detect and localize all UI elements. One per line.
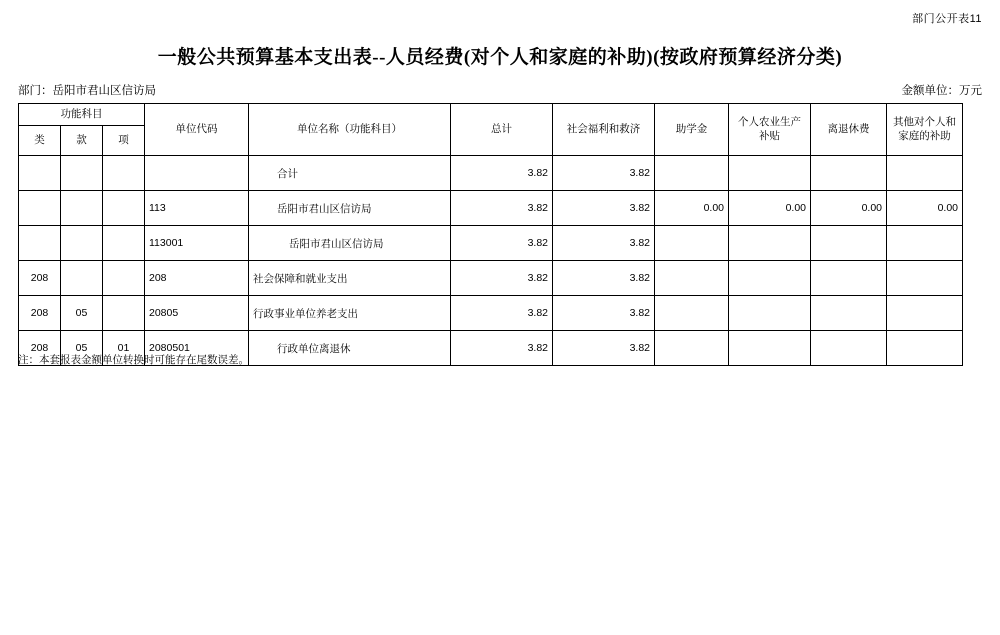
- cell-unit_code: 113: [145, 191, 249, 226]
- cell-social_welfare: 3.82: [553, 191, 655, 226]
- form-code-label: 部门公开表11: [912, 13, 982, 25]
- cell-lei: [19, 191, 61, 226]
- amount-unit-label: 金额单位：万元: [901, 85, 982, 97]
- header-xiang: 项: [103, 126, 145, 156]
- cell-grant: [655, 156, 729, 191]
- header-total: 总计: [451, 104, 553, 156]
- cell-total: 3.82: [451, 331, 553, 366]
- header-grant: 助学金: [655, 104, 729, 156]
- cell-farm_subsidy: [729, 156, 811, 191]
- header-social-welfare: 社会福利和救济: [553, 104, 655, 156]
- cell-total: 3.82: [451, 191, 553, 226]
- header-retirement: 离退休费: [811, 104, 887, 156]
- table-row: [19, 296, 963, 331]
- table-body: [19, 156, 963, 366]
- cell-farm_subsidy: 0.00: [729, 191, 811, 226]
- cell-unit_name: 岳阳市君山区信访局: [249, 191, 451, 226]
- cell-kuan: 05: [61, 331, 103, 366]
- meta-row: [18, 82, 982, 98]
- cell-retirement: [811, 331, 887, 366]
- cell-unit_name: 岳阳市君山区信访局: [249, 226, 451, 261]
- cell-social_welfare: 3.82: [553, 226, 655, 261]
- cell-lei: [19, 156, 61, 191]
- cell-retirement: [811, 226, 887, 261]
- budget-table: [18, 103, 963, 366]
- cell-social_welfare: 3.82: [553, 261, 655, 296]
- table-row: [19, 226, 963, 261]
- cell-retirement: [811, 261, 887, 296]
- cell-kuan: [61, 156, 103, 191]
- cell-farm_subsidy: [729, 331, 811, 366]
- department-label: 部门：岳阳市君山区信访局: [18, 85, 156, 97]
- header-function-subject: 功能科目: [19, 104, 145, 126]
- table-header-group-row: [19, 104, 963, 126]
- table-row: [19, 156, 963, 191]
- table-row: [19, 261, 963, 296]
- footer-note: 注：本套报表金额单位转换时可能存在尾数误差。: [18, 354, 249, 366]
- cell-unit_code: [145, 156, 249, 191]
- cell-grant: [655, 261, 729, 296]
- cell-social_welfare: 3.82: [553, 156, 655, 191]
- cell-other_subsidy: [887, 226, 963, 261]
- cell-farm_subsidy: [729, 261, 811, 296]
- cell-unit_name: 行政事业单位养老支出: [249, 296, 451, 331]
- header-kuan: 款: [61, 126, 103, 156]
- cell-kuan: [61, 261, 103, 296]
- cell-unit_name: 社会保障和就业支出: [249, 261, 451, 296]
- cell-other_subsidy: 0.00: [887, 191, 963, 226]
- cell-other_subsidy: [887, 156, 963, 191]
- cell-social_welfare: 3.82: [553, 331, 655, 366]
- cell-retirement: [811, 296, 887, 331]
- cell-grant: [655, 296, 729, 331]
- header-unit-name: 单位名称（功能科目）: [249, 104, 451, 156]
- cell-retirement: [811, 156, 887, 191]
- page-title: 一般公共预算基本支出表--人员经费(对个人和家庭的补助)(按政府预算经济分类): [157, 47, 843, 68]
- table-row: [19, 191, 963, 226]
- cell-lei: 208: [19, 331, 61, 366]
- cell-kuan: 05: [61, 296, 103, 331]
- header-lei: 类: [19, 126, 61, 156]
- cell-total: 3.82: [451, 156, 553, 191]
- cell-grant: 0.00: [655, 191, 729, 226]
- cell-other_subsidy: [887, 331, 963, 366]
- header-unit-code: 单位代码: [145, 104, 249, 156]
- cell-retirement: 0.00: [811, 191, 887, 226]
- cell-xiang: [103, 226, 145, 261]
- cell-grant: [655, 331, 729, 366]
- cell-social_welfare: 3.82: [553, 296, 655, 331]
- cell-lei: [19, 226, 61, 261]
- cell-xiang: [103, 156, 145, 191]
- header-farm-subsidy: 个人农业生产补贴: [729, 104, 811, 156]
- cell-kuan: [61, 226, 103, 261]
- cell-xiang: [103, 296, 145, 331]
- cell-grant: [655, 226, 729, 261]
- cell-total: 3.82: [451, 296, 553, 331]
- cell-unit_code: 208: [145, 261, 249, 296]
- cell-unit_code: 2080501: [145, 331, 249, 366]
- cell-other_subsidy: [887, 296, 963, 331]
- cell-xiang: 01: [103, 331, 145, 366]
- cell-unit_name: 合计: [249, 156, 451, 191]
- cell-xiang: [103, 261, 145, 296]
- cell-farm_subsidy: [729, 226, 811, 261]
- cell-unit_code: 113001: [145, 226, 249, 261]
- cell-lei: 208: [19, 261, 61, 296]
- cell-total: 3.82: [451, 226, 553, 261]
- cell-farm_subsidy: [729, 296, 811, 331]
- cell-unit_name: 行政单位离退休: [249, 331, 451, 366]
- cell-total: 3.82: [451, 261, 553, 296]
- cell-xiang: [103, 191, 145, 226]
- cell-kuan: [61, 191, 103, 226]
- cell-unit_code: 20805: [145, 296, 249, 331]
- header-other-subsidy: 其他对个人和家庭的补助: [887, 104, 963, 156]
- cell-other_subsidy: [887, 261, 963, 296]
- cell-lei: 208: [19, 296, 61, 331]
